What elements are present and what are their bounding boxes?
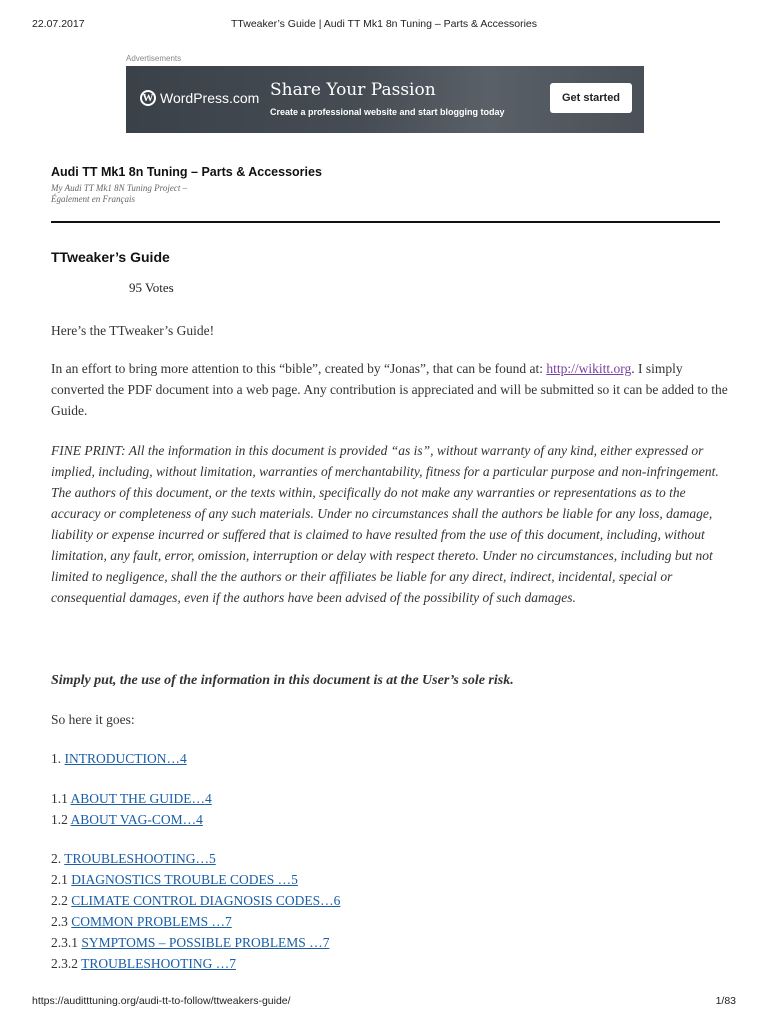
print-date: 22.07.2017	[32, 18, 85, 30]
post-title: TTweaker’s Guide	[51, 249, 170, 265]
toc-number: 2.3.2	[51, 956, 78, 971]
toc-number: 1.1	[51, 791, 68, 806]
site-title-link[interactable]: Audi TT Mk1 8n Tuning – Parts & Accessories	[51, 165, 322, 179]
print-page-number: 1/83	[715, 995, 736, 1007]
print-page-title: TTweaker’s Guide | Audi TT Mk1 8n Tuning – Parts & Accessories	[230, 18, 537, 30]
toc-item	[51, 788, 212, 809]
so-here-it-goes: So here it goes:	[51, 712, 135, 727]
toc-link[interactable]: TROUBLESHOOTING …7	[81, 956, 237, 971]
site-description	[51, 183, 187, 205]
fine-print	[51, 440, 731, 608]
toc-number: 1.	[51, 751, 62, 766]
toc-item	[51, 911, 232, 932]
toc-item	[51, 748, 187, 769]
intro-paragraph: Here’s the TTweaker’s Guide!	[51, 323, 215, 338]
toc-link[interactable]: ABOUT VAG-COM…4	[70, 812, 203, 827]
header-divider	[51, 221, 720, 223]
wordpress-icon: W	[140, 90, 156, 106]
toc-number: 1.2	[51, 812, 68, 827]
ad-label: Advertisements	[126, 54, 182, 63]
fine-print-2: The authors of this document, or the texts within, specifically do not make any warranties or representations as to the accuracy or completeness of any such materials. Under no circumstances shall the authors be liable for any loss, damage, liability or expense incurred or suffered that is claimed to have resulted from the use of this document, including, without limitation, any fault, error, omission, interruption or delay with respect thereto. Under no circumstances, including but not limited to negligence, shall the the authors or their affiliates be liable for any direct, indirect, incidental, special or consequential damages, even if the authors have been advised of the possibility of such damages.	[51, 485, 713, 605]
toc-item	[51, 869, 298, 890]
toc-item	[51, 809, 203, 830]
effort-text-before: In an effort to bring more attention to this “bible”, created by “Jonas”, that can be found at:	[51, 361, 547, 376]
toc-link[interactable]: CLIMATE CONTROL DIAGNOSIS CODES…6	[71, 893, 341, 908]
toc-item	[51, 890, 340, 911]
ad-headline: Share Your Passion	[270, 80, 436, 100]
wordpress-logo	[140, 90, 259, 106]
toc-item	[51, 932, 329, 953]
print-url: https://auditttuning.org/audi-tt-to-follow/ttweakers-guide/	[32, 995, 291, 1007]
fine-print-1: FINE PRINT: All the information in this document is provided “as is”, without warranty of any kind, either expressed or implied, including, without limitation, warranties of merchantability, fitness for a particular purpose and non-infringement.	[51, 443, 719, 479]
ad-subline: Create a professional website and start blogging today	[270, 107, 505, 117]
toc-link[interactable]: INTRODUCTION…4	[64, 751, 187, 766]
toc-number: 2.2	[51, 893, 68, 908]
toc-number: 2.3	[51, 914, 68, 929]
toc-link[interactable]: COMMON PROBLEMS …7	[71, 914, 232, 929]
toc-link[interactable]: DIAGNOSTICS TROUBLE CODES …5	[71, 872, 298, 887]
ad-brand: WordPress.com	[160, 90, 260, 106]
vote-count: 95 Votes	[129, 280, 174, 295]
toc-item	[51, 953, 236, 974]
site-description-line1: My Audi TT Mk1 8N Tuning Project –	[51, 183, 188, 193]
toc-link[interactable]: SYMPTOMS – POSSIBLE PROBLEMS …7	[81, 935, 330, 950]
toc-link[interactable]: TROUBLESHOOTING…5	[64, 851, 216, 866]
ad-banner[interactable]	[126, 66, 644, 133]
toc-link[interactable]: ABOUT THE GUIDE…4	[70, 791, 212, 806]
site-description-line2: Également en Français	[51, 194, 135, 204]
wikitt-link[interactable]: http://wikitt.org	[546, 361, 632, 376]
get-started-button[interactable]: Get started	[550, 83, 632, 113]
effort-text-after: . I simply converted the PDF document into a web page. Any contribution is appreciated and will be submitted so it can be added to the Guide.	[51, 361, 728, 418]
toc-number: 2.1	[51, 872, 68, 887]
toc-number: 2.	[51, 851, 62, 866]
effort-paragraph	[51, 358, 731, 421]
risk-statement: Simply put, the use of the information in this document is at the User’s sole risk.	[51, 673, 514, 688]
toc-number: 2.3.1	[51, 935, 78, 950]
toc-item	[51, 848, 216, 869]
